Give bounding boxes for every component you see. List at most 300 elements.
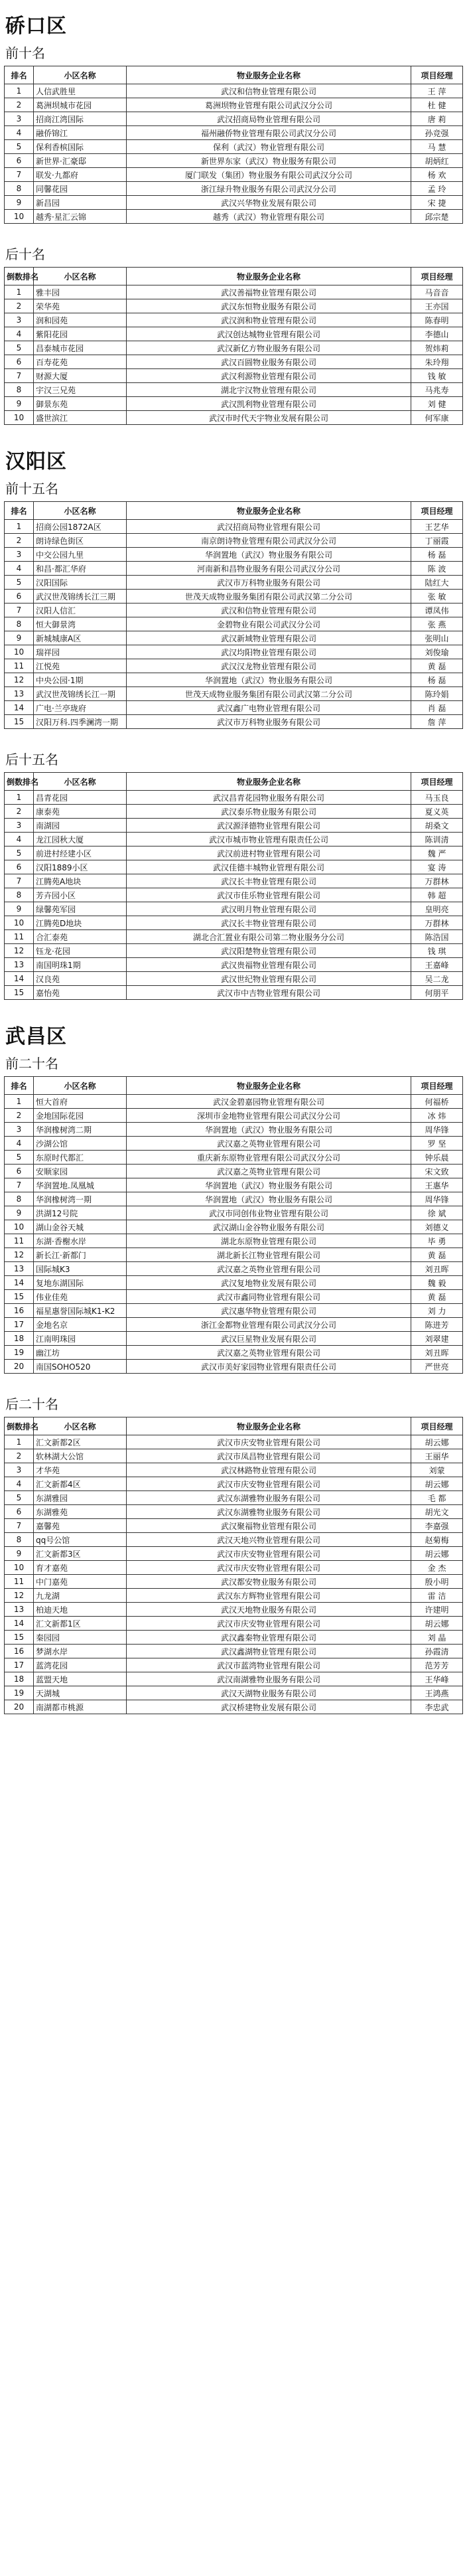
cell-rank: 16: [5, 1645, 34, 1658]
cell-company: 湖北新长江物业管理有限公司: [127, 1248, 411, 1262]
cell-company: 厦门联发（集团）物业服务有限公司武汉分公司: [127, 168, 411, 182]
cell-rank: 10: [5, 916, 34, 930]
cell-manager: 毛 都: [411, 1491, 463, 1505]
table-row: [5, 1477, 463, 1491]
table-row: [5, 1248, 463, 1262]
table-row: [5, 1137, 463, 1151]
cell-rank: 8: [5, 182, 34, 196]
table-row: [5, 1165, 463, 1178]
cell-company: 世茂天成物业服务集团有限公司武汉第二分公司: [127, 590, 411, 604]
cell-company: 武汉世纪物业管理有限公司: [127, 972, 411, 986]
ranking-subtitle: 前十名: [5, 45, 45, 61]
column-header: 小区名称: [34, 502, 127, 520]
cell-company: 葛洲坝物业管理有限公司武汉分公司: [127, 98, 411, 112]
table-header-row: [5, 773, 463, 791]
cell-rank: 1: [5, 84, 34, 98]
cell-name: 招商公园1872A区: [34, 520, 127, 534]
cell-name: 南湖都市桃源: [34, 1700, 127, 1714]
cell-company: 武汉嘉之英物业管理有限公司: [127, 1137, 411, 1151]
cell-rank: 1: [5, 1435, 34, 1449]
cell-rank: 15: [5, 986, 34, 1000]
cell-company: 华润置地（武汉）物业服务有限公司: [127, 548, 411, 562]
cell-name: 汇文新都4区: [34, 1477, 127, 1491]
cell-rank: 6: [5, 1165, 34, 1178]
ranking-subtitle: 前十五名: [5, 481, 58, 497]
cell-rank: 16: [5, 1304, 34, 1318]
table-row: [5, 617, 463, 631]
cell-rank: 5: [5, 1491, 34, 1505]
table-row: [5, 791, 463, 805]
cell-rank: 15: [5, 715, 34, 729]
table-row: [5, 313, 463, 327]
cell-name: 秦园园: [34, 1631, 127, 1645]
table-row: [5, 1631, 463, 1645]
cell-company: 重庆新东原物业管理有限公司武汉分公司: [127, 1151, 411, 1165]
cell-company: 武汉长丰物业管理有限公司: [127, 916, 411, 930]
table-row: [5, 631, 463, 645]
table-header-row: [5, 268, 463, 285]
cell-manager: 冰 炜: [411, 1109, 463, 1123]
cell-name: 复地东湖国际: [34, 1276, 127, 1290]
column-header: 排名: [5, 66, 34, 84]
table-row: [5, 383, 463, 397]
cell-rank: 9: [5, 631, 34, 645]
cell-manager: 魏 毅: [411, 1276, 463, 1290]
table-row: [5, 1491, 463, 1505]
ranking-subtitle: 后二十名: [5, 1396, 58, 1412]
cell-company: 武汉巨星物业发展有限公司: [127, 1332, 411, 1346]
cell-manager: 魏 严: [411, 846, 463, 860]
column-header: 排名: [5, 502, 34, 520]
cell-manager: 陈进芳: [411, 1318, 463, 1332]
cell-name: 润和园苑: [34, 313, 127, 327]
cell-company: 武汉新域物业管理有限公司: [127, 631, 411, 645]
column-header: 项目经理: [411, 66, 463, 84]
cell-rank: 19: [5, 1686, 34, 1700]
cell-rank: 1: [5, 520, 34, 534]
table-row: [5, 299, 463, 313]
cell-company: 武汉东恒物业服务有限公司: [127, 299, 411, 313]
cell-rank: 9: [5, 397, 34, 411]
cell-manager: 陈 波: [411, 562, 463, 576]
cell-manager: 刘 力: [411, 1304, 463, 1318]
cell-manager: 宋文致: [411, 1165, 463, 1178]
cell-name: 新城城康A区: [34, 631, 127, 645]
ranking-table: [4, 1417, 463, 1714]
cell-rank: 7: [5, 874, 34, 888]
cell-name: 伟业佳苑: [34, 1290, 127, 1304]
cell-manager: 陈浩国: [411, 930, 463, 944]
table-row: [5, 1449, 463, 1463]
cell-company: 武汉都安物业服务有限公司: [127, 1575, 411, 1589]
cell-name: 保利香槟国际: [34, 140, 127, 154]
cell-rank: 11: [5, 930, 34, 944]
cell-company: 武汉和信物业管理有限公司: [127, 604, 411, 617]
cell-company: 武汉复地物业发展有限公司: [127, 1276, 411, 1290]
table-row: [5, 1575, 463, 1589]
cell-name: 江腾苑D地块: [34, 916, 127, 930]
cell-rank: 6: [5, 590, 34, 604]
cell-manager: 胡光文: [411, 1505, 463, 1519]
cell-rank: 10: [5, 1561, 34, 1575]
cell-rank: 2: [5, 1109, 34, 1123]
table-row: [5, 1332, 463, 1346]
table-row: [5, 805, 463, 819]
cell-company: 武汉润和物业管理有限公司: [127, 313, 411, 327]
column-header: 倒数排名: [5, 1417, 34, 1435]
cell-manager: 朱玲翔: [411, 355, 463, 369]
cell-rank: 10: [5, 645, 34, 659]
ranking-subtitle: 后十名: [5, 246, 45, 262]
column-header: 项目经理: [411, 502, 463, 520]
cell-manager: 陈训清: [411, 833, 463, 846]
cell-name: 九龙湖: [34, 1589, 127, 1603]
cell-company: 金碧物业有限公司武汉分公司: [127, 617, 411, 631]
cell-manager: 刘翠建: [411, 1332, 463, 1346]
cell-company: 武汉天地兴物业管理有限公司: [127, 1533, 411, 1547]
cell-rank: 3: [5, 1463, 34, 1477]
cell-rank: 14: [5, 1276, 34, 1290]
cell-rank: 4: [5, 833, 34, 846]
cell-name: 同馨花园: [34, 182, 127, 196]
cell-manager: 钱 琪: [411, 944, 463, 958]
table-row: [5, 548, 463, 562]
column-header: 物业服务企业名称: [127, 66, 411, 84]
cell-company: 新世界东家（武汉）物业服务有限公司: [127, 154, 411, 168]
cell-name: 汇文新都1区: [34, 1617, 127, 1631]
cell-company: 武汉均阳物业管理有限公司: [127, 645, 411, 659]
table-row: [5, 126, 463, 140]
cell-company: 湖北东原物业管理有限公司: [127, 1234, 411, 1248]
cell-name: 沙湖公馆: [34, 1137, 127, 1151]
cell-manager: 王亦国: [411, 299, 463, 313]
ranking-subtitle: 后十五名: [5, 752, 58, 767]
column-header: 物业服务企业名称: [127, 1077, 411, 1095]
cell-company: 武汉市万科物业服务有限公司: [127, 576, 411, 590]
cell-company: 武汉汉龙物业管理有限公司: [127, 659, 411, 673]
cell-name: 新长江·新都门: [34, 1248, 127, 1262]
cell-manager: 韩 超: [411, 888, 463, 902]
cell-manager: 张明山: [411, 631, 463, 645]
table-row: [5, 1561, 463, 1575]
cell-name: 东湖·香榭水岸: [34, 1234, 127, 1248]
table-row: [5, 874, 463, 888]
cell-manager: 刘丑晖: [411, 1262, 463, 1276]
cell-company: 浙江金都物业管理有限公司武汉分公司: [127, 1318, 411, 1332]
cell-name: 东原时代都汇: [34, 1151, 127, 1165]
table-row: [5, 168, 463, 182]
cell-manager: 金 杰: [411, 1561, 463, 1575]
cell-manager: 范芳芳: [411, 1658, 463, 1672]
cell-name: 中央公园·1期: [34, 673, 127, 687]
table-row: [5, 1206, 463, 1220]
cell-manager: 孙霞清: [411, 1645, 463, 1658]
table-row: [5, 1463, 463, 1477]
table-row: [5, 1533, 463, 1547]
table-row: [5, 1645, 463, 1658]
cell-rank: 3: [5, 819, 34, 833]
cell-company: 武汉市中吉物业管理有限公司: [127, 986, 411, 1000]
cell-name: 江悦苑: [34, 659, 127, 673]
ranking-table: [4, 267, 463, 425]
cell-rank: 6: [5, 860, 34, 874]
cell-name: qq号公馆: [34, 1533, 127, 1547]
table-row: [5, 397, 463, 411]
table-row: [5, 355, 463, 369]
table-row: [5, 645, 463, 659]
cell-company: 武汉天湖物业服务有限公司: [127, 1686, 411, 1700]
cell-company: 武汉南湖雅物业服务有限公司: [127, 1672, 411, 1686]
table-row: [5, 846, 463, 860]
column-header: 物业服务企业名称: [127, 268, 411, 285]
table-header-row: [5, 502, 463, 520]
cell-company: 武汉嘉之英物业管理有限公司: [127, 1346, 411, 1360]
cell-name: 天湖城: [34, 1686, 127, 1700]
cell-manager: 杨 欢: [411, 168, 463, 182]
cell-company: 武汉善福物业管理有限公司: [127, 285, 411, 299]
cell-rank: 6: [5, 154, 34, 168]
cell-name: 招商江湾国际: [34, 112, 127, 126]
cell-manager: 吴二龙: [411, 972, 463, 986]
cell-company: 武汉前进村物业管理有限公司: [127, 846, 411, 860]
cell-rank: 6: [5, 355, 34, 369]
cell-name: 昌青花园: [34, 791, 127, 805]
cell-name: 才华苑: [34, 1463, 127, 1477]
cell-rank: 5: [5, 576, 34, 590]
table-row: [5, 140, 463, 154]
cell-rank: 9: [5, 1547, 34, 1561]
cell-rank: 13: [5, 958, 34, 972]
cell-rank: 5: [5, 1151, 34, 1165]
cell-name: 合汇泰苑: [34, 930, 127, 944]
cell-manager: 邱宗楚: [411, 210, 463, 224]
table-row: [5, 590, 463, 604]
cell-name: 融侨锦江: [34, 126, 127, 140]
column-header: 小区名称: [34, 1077, 127, 1095]
cell-company: 华润置地（武汉）物业服务有限公司: [127, 1178, 411, 1192]
cell-rank: 7: [5, 1519, 34, 1533]
cell-manager: 丁丽霞: [411, 534, 463, 548]
cell-manager: 钟乐晨: [411, 1151, 463, 1165]
cell-company: 武汉市美好家园物业管理有限责任公司: [127, 1360, 411, 1374]
cell-name: 恒大首府: [34, 1095, 127, 1109]
cell-rank: 12: [5, 944, 34, 958]
cell-manager: 许建明: [411, 1603, 463, 1617]
cell-name: 汇文新都2区: [34, 1435, 127, 1449]
table-row: [5, 154, 463, 168]
cell-manager: 陈春明: [411, 313, 463, 327]
cell-company: 武汉市佳乐物业管理有限公司: [127, 888, 411, 902]
cell-name: 康泰苑: [34, 805, 127, 819]
cell-company: 河南新和昌物业服务有限公司武汉分公司: [127, 562, 411, 576]
cell-rank: 20: [5, 1700, 34, 1714]
cell-name: 钰龙·花园: [34, 944, 127, 958]
cell-manager: 孙竞强: [411, 126, 463, 140]
cell-manager: 罗 坚: [411, 1137, 463, 1151]
cell-manager: 何军康: [411, 411, 463, 425]
table-row: [5, 1700, 463, 1714]
table-header-row: [5, 66, 463, 84]
cell-manager: 毕 勇: [411, 1234, 463, 1248]
cell-rank: 10: [5, 1220, 34, 1234]
table-row: [5, 930, 463, 944]
cell-rank: 11: [5, 1575, 34, 1589]
cell-manager: 李德山: [411, 327, 463, 341]
table-row: [5, 1220, 463, 1234]
cell-company: 武汉源泽德物业管理有限公司: [127, 819, 411, 833]
table-row: [5, 972, 463, 986]
cell-name: 百寿花苑: [34, 355, 127, 369]
district-title: 汉阳区: [5, 450, 67, 473]
cell-name: 雅丰园: [34, 285, 127, 299]
cell-company: 武汉贵福物业管理有限公司: [127, 958, 411, 972]
cell-name: 荣华苑: [34, 299, 127, 313]
cell-name: 东湖雅园: [34, 1491, 127, 1505]
cell-company: 越秀（武汉）物业管理有限公司: [127, 210, 411, 224]
cell-name: 南湖园: [34, 819, 127, 833]
table-row: [5, 1178, 463, 1192]
table-row: [5, 1658, 463, 1672]
cell-company: 武汉利源物业管理有限公司: [127, 369, 411, 383]
cell-manager: 刘蒙: [411, 1463, 463, 1477]
cell-rank: 17: [5, 1658, 34, 1672]
cell-name: 昌泰城市花园: [34, 341, 127, 355]
ranking-table: [4, 772, 463, 1000]
cell-manager: 贺炜莉: [411, 341, 463, 355]
cell-manager: 王鸿燕: [411, 1686, 463, 1700]
table-row: [5, 1672, 463, 1686]
cell-name: 华润置地.凤凰城: [34, 1178, 127, 1192]
cell-manager: 皇明亮: [411, 902, 463, 916]
cell-company: 武汉百圆物业服务有限公司: [127, 355, 411, 369]
cell-name: 朗诗绿色街区: [34, 534, 127, 548]
cell-manager: 黄 磊: [411, 1290, 463, 1304]
table-row: [5, 701, 463, 715]
cell-rank: 18: [5, 1332, 34, 1346]
table-row: [5, 1304, 463, 1318]
cell-rank: 1: [5, 285, 34, 299]
cell-manager: 王嘉峰: [411, 958, 463, 972]
cell-rank: 2: [5, 805, 34, 819]
cell-manager: 钱 敏: [411, 369, 463, 383]
cell-manager: 杜 健: [411, 98, 463, 112]
cell-company: 华润置地（武汉）物业服务有限公司: [127, 1123, 411, 1137]
cell-company: 湖北合汇置业有限公司第二物业服务分公司: [127, 930, 411, 944]
cell-name: 人信武胜里: [34, 84, 127, 98]
cell-name: 武汉世茂锦绣长江一期: [34, 687, 127, 701]
cell-name: 汉阳国际: [34, 576, 127, 590]
cell-rank: 14: [5, 701, 34, 715]
cell-rank: 1: [5, 1095, 34, 1109]
table-row: [5, 1290, 463, 1304]
table-row: [5, 210, 463, 224]
table-row: [5, 341, 463, 355]
cell-rank: 5: [5, 846, 34, 860]
cell-company: 武汉市庆安物业管理有限公司: [127, 1547, 411, 1561]
cell-company: 武汉泰乐物业服务有限公司: [127, 805, 411, 819]
cell-rank: 3: [5, 548, 34, 562]
table-row: [5, 285, 463, 299]
cell-company: 武汉嘉之英物业管理有限公司: [127, 1262, 411, 1276]
cell-manager: 何福桥: [411, 1095, 463, 1109]
cell-company: 武汉桥建物业发展有限公司: [127, 1700, 411, 1714]
cell-company: 武汉阳楚物业管理有限公司: [127, 944, 411, 958]
cell-name: 华润橡树湾二期: [34, 1123, 127, 1137]
cell-name: 幽江坊: [34, 1346, 127, 1360]
cell-rank: 8: [5, 383, 34, 397]
table-row: [5, 1435, 463, 1449]
table-row: [5, 986, 463, 1000]
table-row: [5, 604, 463, 617]
cell-rank: 17: [5, 1318, 34, 1332]
cell-manager: 马音音: [411, 285, 463, 299]
cell-company: 武汉嘉之英物业管理有限公司: [127, 1165, 411, 1178]
cell-name: 福星惠誉国际城K1-K2: [34, 1304, 127, 1318]
cell-company: 武汉招商局物业管理有限公司: [127, 112, 411, 126]
cell-manager: 赵菊梅: [411, 1533, 463, 1547]
table-row: [5, 562, 463, 576]
cell-company: 保利（武汉）物业管理有限公司: [127, 140, 411, 154]
cell-manager: 何朋平: [411, 986, 463, 1000]
cell-name: 汉阳人信汇: [34, 604, 127, 617]
cell-manager: 王华峰: [411, 1672, 463, 1686]
cell-company: 武汉市蓝湾物业管理有限公司: [127, 1658, 411, 1672]
cell-manager: 张 燕: [411, 617, 463, 631]
table-row: [5, 888, 463, 902]
cell-rank: 9: [5, 1206, 34, 1220]
cell-rank: 20: [5, 1360, 34, 1374]
table-row: [5, 534, 463, 548]
cell-rank: 11: [5, 1234, 34, 1248]
cell-manager: 宋 捷: [411, 196, 463, 210]
cell-name: 南国SOHO520: [34, 1360, 127, 1374]
cell-name: 新昌园: [34, 196, 127, 210]
cell-manager: 徐 斌: [411, 1206, 463, 1220]
table-row: [5, 1192, 463, 1206]
cell-name: 金地国际花园: [34, 1109, 127, 1123]
column-header: 项目经理: [411, 1077, 463, 1095]
cell-company: 武汉东湖雅物业服务有限公司: [127, 1491, 411, 1505]
table-row: [5, 819, 463, 833]
cell-name: 汉良苑: [34, 972, 127, 986]
ranking-table: [4, 501, 463, 729]
cell-company: 武汉聚福物业管理有限公司: [127, 1519, 411, 1533]
cell-name: 宇汉三兄苑: [34, 383, 127, 397]
cell-name: 中交公园九里: [34, 548, 127, 562]
column-header: 小区名称: [34, 1417, 127, 1435]
table-row: [5, 1318, 463, 1332]
cell-rank: 2: [5, 1449, 34, 1463]
cell-company: 武汉市庆安物业管理有限公司: [127, 1617, 411, 1631]
cell-manager: 马玉良: [411, 791, 463, 805]
cell-name: 洪湖12号院: [34, 1206, 127, 1220]
cell-rank: 12: [5, 1248, 34, 1262]
cell-company: 武汉凯利物业管理有限公司: [127, 397, 411, 411]
table-row: [5, 1095, 463, 1109]
cell-company: 武汉市鑫同物业管理有限公司: [127, 1290, 411, 1304]
cell-company: 浙江绿升物业服务有限公司武汉分公司: [127, 182, 411, 196]
cell-manager: 黄 磊: [411, 659, 463, 673]
district-title: 硚口区: [5, 15, 67, 38]
cell-company: 武汉明月物业管理有限公司: [127, 902, 411, 916]
cell-rank: 2: [5, 98, 34, 112]
cell-manager: 王丽华: [411, 1449, 463, 1463]
cell-rank: 3: [5, 112, 34, 126]
table-header-row: [5, 1417, 463, 1435]
table-row: [5, 1262, 463, 1276]
cell-company: 武汉市时代天宇物业发展有限公司: [127, 411, 411, 425]
table-row: [5, 1505, 463, 1519]
